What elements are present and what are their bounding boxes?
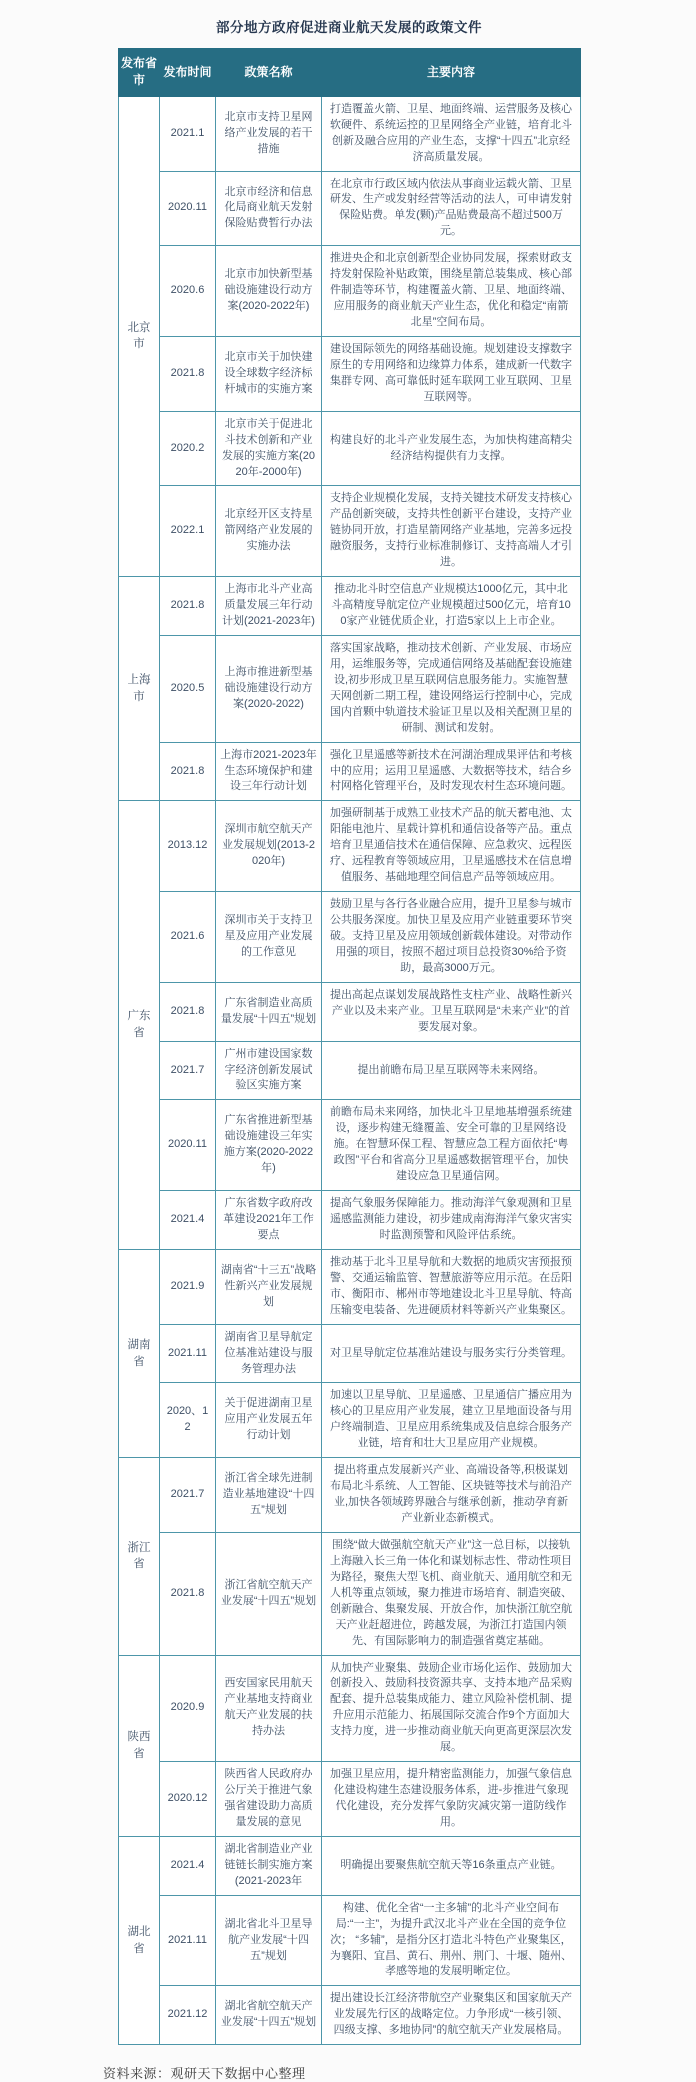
main-content-cell: 构建良好的北斗产业发展生态，为加快构建高精尖经济结构提供有力支撑。 (322, 411, 581, 486)
province-cell: 湖北省 (119, 1836, 160, 2044)
col-header-content: 主要内容 (322, 49, 581, 97)
policy-name-cell: 湖北省制造业产业链链长制实施方案(2021-2023年 (216, 1836, 322, 1895)
table-row (119, 1324, 581, 1383)
col-header-province: 发布省市 (119, 49, 160, 97)
date-cell: 2021.11 (160, 1895, 216, 1986)
main-content-cell: 从加快产业聚集、鼓励企业市场化运作、鼓励加大创新投入、鼓励科技资源共享、支持本地产品采购配套、提升总装集成能力、建立风险补偿机制、提升应用示范能力、拓展国际交流合作9个方面加大支持力度，进一步推动商业航天向更高更深层次发展。 (322, 1655, 581, 1762)
table-row (119, 1249, 581, 1324)
date-cell: 2021.8 (160, 742, 216, 801)
table-row (119, 1191, 581, 1250)
main-content-cell: 落实国家战略，推动技术创新、产业发展、市场应用，运维服务等，完成通信网络及基础配套设施建设,初步形成卫星互联网信息服务能力。实施智慧天网创新二期工程，建设网络运行控制中心，完成国内首颗中轨道技术验证卫星以及相关配测卫星的研制、测试和发射。 (322, 635, 581, 742)
main-content-cell: 建设国际领先的网络基础设施。规划建设支撑数字原生的专用网络和边缘算力体系，建成新一代数字集群专网、高可靠低时延车联网工业互联网、卫星互联网等。 (322, 336, 581, 411)
date-cell: 2020.11 (160, 1100, 216, 1191)
policy-name-cell: 湖南省卫星导航定位基准站建设与服务管理办法 (216, 1324, 322, 1383)
table-row (119, 1458, 581, 1533)
policy-name-cell: 湖南省“十三五”战略性新兴产业发展规划 (216, 1249, 322, 1324)
date-cell: 2022.1 (160, 486, 216, 577)
date-cell: 2021.7 (160, 1458, 216, 1533)
policy-name-cell: 湖北省航空航天产业发展“十四五”规划 (216, 1986, 322, 2045)
date-cell: 2020.6 (160, 246, 216, 337)
policy-name-cell: 上海市推进新型基础设施建设行动方案(2020-2022) (216, 635, 322, 742)
main-content-cell: 加速以卫星导航、卫星遥感、卫星通信广播应用为核心的卫星应用产业发展，建立卫星地面设备与用户终端制造、卫星应用系统集成及信息综合服务产业链，培育和壮大卫星应用产业规模。 (322, 1383, 581, 1458)
policy-name-cell: 广东省推进新型基础设施建设三年实施方案(2020-2022年) (216, 1100, 322, 1191)
col-header-date: 发布时间 (160, 49, 216, 97)
main-content-cell: 提出前瞻布局卫星互联网等未来网络。 (322, 1041, 581, 1100)
policy-name-cell: 深圳市关于支持卫星及应用产业发展的工作意见 (216, 892, 322, 983)
main-content-cell: 鼓励卫星与各行各业融合应用，提升卫星参与城市公共服务深度。加快卫星及应用产业链重要环节突破。支持卫星及应用领域创新载体建设。对带动作用强的项目，按照不超过项目总投资30%给予资助，最高3000万元。 (322, 892, 581, 983)
table-row (119, 96, 581, 171)
date-cell: 2021.8 (160, 336, 216, 411)
date-cell: 2021.4 (160, 1836, 216, 1895)
table-row (119, 411, 581, 486)
policy-name-cell: 湖北省北斗卫星导航产业发展“十四五”规划 (216, 1895, 322, 1986)
main-content-cell: 加强卫星应用，提升精密监测能力，加强气象信息化建设构建生态建设服务体系，进-步推进气象现代化建设，充分发挥气象防灾减灾第一道防线作用。 (322, 1762, 581, 1837)
date-cell: 2020.5 (160, 635, 216, 742)
date-cell: 2020.9 (160, 1655, 216, 1762)
province-cell: 上海市 (119, 577, 160, 801)
table-row (119, 246, 581, 337)
date-cell: 2021.7 (160, 1041, 216, 1100)
table-row (119, 1895, 581, 1986)
main-content-cell: 打造覆盖火箭、卫星、地面终端、运营服务及核心软硬件、系统运控的卫星网络全产业链，培育北斗创新及融合应用的产业生态，支撑“十四五”北京经济高质量发展。 (322, 96, 581, 171)
col-header-policy: 政策名称 (216, 49, 322, 97)
table-row (119, 1762, 581, 1837)
source-note: 资料来源：观研天下数据中心整理 (103, 2066, 306, 2082)
table-row (119, 1100, 581, 1191)
page-title: 部分地方政府促进商业航天发展的政策文件 (216, 20, 482, 35)
policy-name-cell: 陕西省人民政府办公厅关于推进气象强省建设助力高质量发展的意见 (216, 1762, 322, 1837)
province-cell: 湖南省 (119, 1249, 160, 1457)
main-content-cell: 推动北斗时空信息产业规模达1000亿元，其中北斗高精度导航定位产业规模超过500亿元，培育100家产业链优质企业，打造5家以上上市企业。 (322, 577, 581, 636)
date-cell: 2021.8 (160, 982, 216, 1041)
policy-name-cell: 北京市加快新型基础设施建设行动方案(2020-2022年) (216, 246, 322, 337)
main-content-cell: 对卫星导航定位基准站建设与服务实行分类管理。 (322, 1324, 581, 1383)
table-row (119, 171, 581, 246)
table-row (119, 1041, 581, 1100)
date-cell: 2021.8 (160, 1532, 216, 1655)
main-content-cell: 明确提出要聚焦航空航天等16条重点产业链。 (322, 1836, 581, 1895)
date-cell: 2020.12 (160, 1762, 216, 1837)
policy-table (118, 48, 581, 2045)
province-cell: 广东省 (119, 801, 160, 1250)
table-row (119, 486, 581, 577)
main-content-cell: 推进央企和北京创新型企业协同发展，探索财政支持发射保险补贴政策，围绕星箭总装集成、核心部件制造等环节，构建覆盖火箭、卫星、地面终端、应用服务的商业航天产业生态，优化和稳定“南箭北星”空间布局。 (322, 246, 581, 337)
policy-name-cell: 上海市2021-2023年生态环境保护和建设三年行动计划 (216, 742, 322, 801)
policy-name-cell: 北京市支持卫星网络产业发展的若干措施 (216, 96, 322, 171)
main-content-cell: 提出高起点谋划发展战路性支柱产业、战略性新兴产业以及未来产业。卫星互联网是“未来产业”的首要发展对象。 (322, 982, 581, 1041)
main-content-cell: 提高气象服务保障能力。推动海洋气象观测和卫星遥感监测能力建设，初步建成南海海洋气象灾害实时监测预警和风险评估系统。 (322, 1191, 581, 1250)
date-cell: 2013.12 (160, 801, 216, 892)
table-row (119, 577, 581, 636)
policy-name-cell: 浙江省全球先进制造业基地建设“十四五”规划 (216, 1458, 322, 1533)
main-content-cell: 提出建设长江经济带航空产业聚集区和国家航天产业发展先行区的战略定位。力争形成“一核引领、四级支撑、多地协同”的航空航天产业发展格局。 (322, 1986, 581, 2045)
policy-name-cell: 浙江省航空航天产业发展“十四五”规划 (216, 1532, 322, 1655)
main-content-cell: 在北京市行政区域内依法从事商业运载火箭、卫星研发、生产或发射经营等活动的法人，可申请发射保险贴费。单发(颗)产品贴费最高不超过500万元。 (322, 171, 581, 246)
main-content-cell: 加强研制基于成熟工业技术产品的航天蓄电池、太阳能电池片、星载计算机和通信设备等产品。重点培育卫星通信技术在通信保障、应急救灾、远程医疗、远程教育等领域应用，卫星遥感技术在信息增值服务、基础地理空间信息产品等领域应用。 (322, 801, 581, 892)
province-cell: 陕西省 (119, 1655, 160, 1836)
table-row (119, 801, 581, 892)
date-cell: 2021.8 (160, 577, 216, 636)
policy-name-cell: 深圳市航空航天产业发展规划(2013-2020年) (216, 801, 322, 892)
main-content-cell: 提出将重点发展新兴产业、高端设备等,积极谋划布局北斗系统、人工智能、区块链等技术与前沿产业,加快各领域跨界融合与继承创新，推动孕育新产业新业态新模式。 (322, 1458, 581, 1533)
table-row (119, 1836, 581, 1895)
date-cell: 2020.11 (160, 171, 216, 246)
date-cell: 2020、12 (160, 1383, 216, 1458)
date-cell: 2021.6 (160, 892, 216, 983)
policy-name-cell: 关于促进湖南卫星应用产业发展五年行动计划 (216, 1383, 322, 1458)
date-cell: 2021.1 (160, 96, 216, 171)
main-content-cell: 围绕“做大做强航空航天产业”这一总目标，以接轨上海融入长三角一体化和谋划标志性、带动性项目为路径，聚焦大型飞机、商业航天、通用航空和无人机等重点领域，聚力推进市场培育、制造突破、创新融合、集聚发展、开放合作，加快浙江航空航天产业赶超进位，跨越发展，为浙江打造国内领先、有国际影响力的制造强省奠定基础。 (322, 1532, 581, 1655)
table-body (119, 96, 581, 2044)
policy-name-cell: 北京市经济和信息化局商业航天发射保险贴费暂行办法 (216, 171, 322, 246)
policy-name-cell: 上海市北斗产业高质量发展三年行动计划(2021-2023年) (216, 577, 322, 636)
table-row (119, 635, 581, 742)
date-cell: 2021.4 (160, 1191, 216, 1250)
date-cell: 2020.2 (160, 411, 216, 486)
date-cell: 2021.12 (160, 1986, 216, 2045)
table-row (119, 1383, 581, 1458)
policy-name-cell: 西安国家民用航天产业基地支持商业航天产业发展的扶持办法 (216, 1655, 322, 1762)
table-row (119, 336, 581, 411)
table-row (119, 1986, 581, 2045)
province-cell: 浙江省 (119, 1458, 160, 1655)
main-content-cell: 构建、优化全省“一主多辅”的北斗产业空间布局:“一主”，为提升武汉北斗产业在全国的竞争位次； “多辅”，是指分区打造北斗特色产业聚集区，为襄阳、宜昌、黄石、荆州、荆门、十堰、随州、孝感等地的发展明晰定位。 (322, 1895, 581, 1986)
main-content-cell: 支持企业规模化发展，支持关键技术研发支持核心产品创新突破，支持共性创新平台建设，支持产业链协同开放，打造星箭网络产业基地，完善多远投融资服务，支持行业标准制修订、支持高端人才引进。 (322, 486, 581, 577)
table-row (119, 1532, 581, 1655)
main-content-cell: 强化卫星遥感等新技术在河湖治理成果评估和考核中的应用；运用卫星遥感、大数据等技术，结合乡村网格化管理平台，及时发现农村生态环境问题。 (322, 742, 581, 801)
policy-name-cell: 北京经开区支持星箭网络产业发展的实施办法 (216, 486, 322, 577)
main-content-cell: 推动基于北斗卫星导航和大数据的地质灾害预报预警、交通运输监管、智慧旅游等应用示范。在岳阳市、衡阳市、郴州市等地建设北斗卫星导航、特高压输变电装备、先进硬质材料等新兴产业集聚区。 (322, 1249, 581, 1324)
policy-name-cell: 广东省制造业高质量发展“十四五”规划 (216, 982, 322, 1041)
date-cell: 2021.11 (160, 1324, 216, 1383)
table-row (119, 1655, 581, 1762)
header-row (119, 49, 581, 97)
main-content-cell: 前瞻布局未来网络，加快北斗卫星地基增强系统建设，逐步构建无缝覆盖、安全可靠的卫星网络设施。在智慧环保工程、智慧应急工程方面依托“粤政图”平台和省高分卫星遥感数据管理平台，加快建设应急卫星通信网。 (322, 1100, 581, 1191)
date-cell: 2021.9 (160, 1249, 216, 1324)
province-cell: 北京市 (119, 96, 160, 576)
policy-name-cell: 北京市关于加快建设全球数字经济标杆城市的实施方案 (216, 336, 322, 411)
policy-name-cell: 北京市关于促进北斗技术创新和产业发展的实施方案(2020年-2000年) (216, 411, 322, 486)
table-row (119, 982, 581, 1041)
table-row (119, 742, 581, 801)
policy-name-cell: 广州市建设国家数字经济创新发展试验区实施方案 (216, 1041, 322, 1100)
policy-name-cell: 广东省数字政府改革建设2021年工作要点 (216, 1191, 322, 1250)
table-row (119, 892, 581, 983)
